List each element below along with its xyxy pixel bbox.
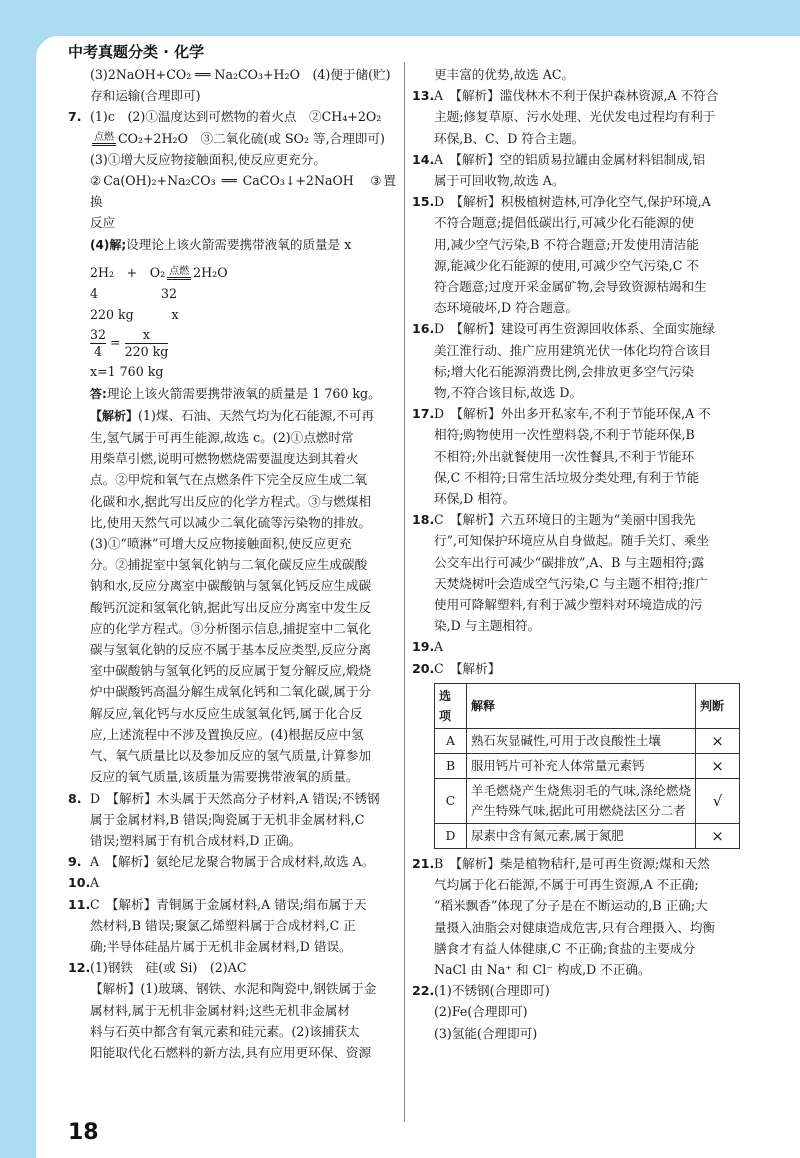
question-number: 15. [412,194,435,210]
q7-line: (1)c (2)①温度达到可燃物的着火点 ②CH₄+2O₂ [90,109,382,125]
answer-line: (2)Fe(合理即可) [434,1004,528,1020]
question-number: 13. [412,88,435,104]
question-19 [412,636,742,657]
answer-line: 环保,B、C、D 符合主题。 [434,130,585,146]
explanation-cell: 尿素中含有氮元素,属于氮肥 [467,823,696,848]
question-number: 11. [68,896,91,912]
fraction: $\frac{32}{4}$ [90,327,107,360]
q12-continued: 更丰富的优势,故选 AC。 [434,67,575,82]
analysis-line: 反应的氧气质量,该质量为需要携带液氧的质量。 [90,769,359,785]
proportion: $\frac{32}{4}$ = $\frac{x}{220 kg}$ [90,327,169,360]
question-9 [68,851,396,872]
answer-line: 主题;修复草原、污水处理、光伏发电过程均有利于 [434,109,716,125]
q7-line: 点燃 CO₂+2H₂O ③二氧化硫(或 SO₂ 等,合理即可) [94,130,385,146]
answer-line: C 【解析】青铜属于金属材料,A 错误;绢布属于天 [90,896,367,912]
answer-line: 天焚烧树叶会造成空气污染,C 与主题不相符;推广 [434,575,708,591]
analysis-line: 炉中碳酸钙高温分解生成氧化钙和二氧化碳,属于分 [90,684,372,700]
question-number: 9. [68,854,82,870]
answer-line: 保,C 不相符;日常生活垃圾分类处理,有利于节能 [434,469,700,485]
question-21 [412,853,742,980]
left-column [68,64,396,1063]
page-number: 18 [68,1120,99,1145]
analysis-line: 碳与氢氧化钠的反应不属于基本反应类型,反应分离 [90,642,372,658]
answer-line: 不符合题意;提倡低碳出行,可减少化石能源的使 [434,215,695,231]
answer-line: 属于金属材料,B 错误;陶瓷属于无机非金属材料,C [90,811,365,827]
question-number: 8. [68,790,82,806]
explanation-cell: 服用钙片可补充人体常量元素钙 [467,753,696,778]
analysis-line: (3)①“喷淋”可增大反应物接触面积,使反应更充 [90,536,352,552]
question-number: 21. [412,855,435,871]
answer-line: 公交车出行可减少“碳排放”,A、B 与主题相符;露 [434,554,705,570]
answer-line: NaCl 由 Na⁺ 和 Cl⁻ 构成,D 不正确。 [434,961,651,977]
answer-line: (1)钢铁 硅(或 Si) (2)AC [90,960,247,976]
answer-line: D 【解析】建设可再生资源回收体系、全面实施绿 [434,321,715,337]
solution-label: (4)解; [90,237,127,252]
judgement-cell: × [696,753,740,778]
table-header: 解释 [467,683,696,728]
explanation-cell: 熟石灰显碱性,可用于改良酸性土壤 [467,728,696,753]
question-number: 12. [68,960,91,976]
judgement-cell: × [696,728,740,753]
question-17 [412,403,742,509]
q6-line: (3)2NaOH+CO₂ ══ Na₂CO₃+H₂O (4)便于储(贮) [90,67,391,82]
answer-line: 确;半导体硅晶片属于无机非金属材料,D 错误。 [90,938,352,954]
answer-line: 用,减少空气污染,B 不符合题意;开发使用清洁能 [434,236,699,252]
reaction-condition: 点燃 [167,267,191,280]
q7-line: (4)解;设理论上该火箭需要携带液氧的质量是 x [90,236,352,252]
answer-line: 膳食才有益人体健康,C 不正确;食盐的主要成分 [434,940,696,956]
analysis-line: 比,使用天然气可以减少二氧化硫等污染物的排放。 [90,514,372,530]
question-number: 14. [412,151,435,167]
analysis-line: 应的化学方程式。③分析图示信息,捕捉室中二氧化 [90,620,372,636]
analysis: 【解析】(1)煤、石油、天然气均为化石能源,不可再 [90,407,374,423]
q7-line: ②Ca(OH)₂+Na₂CO₃ ══ CaCO₃↓+2NaOH ③置换 [90,173,396,210]
table-row [435,778,740,823]
answer-line: A [434,639,444,655]
table-row [435,753,740,778]
analysis-line: 气、氧气质量比以及参加反应的氢气质量,计算参加 [90,748,372,764]
table-header: 选项 [435,683,467,728]
option-cell: A [435,728,467,753]
question-number: 19. [412,639,435,655]
question-number: 20. [412,660,435,676]
answer-line: 不相符;外出就餐使用一次性餐具,不利于节能环 [434,448,695,464]
q6-line: 存和运输(合理即可) [90,88,201,104]
analysis-line: 点。②甲烷和氧气在点燃条件下完全反应生成二氧 [90,472,368,488]
analysis-line: 解反应,氧化钙与水反应生成氢氧化钙,属于化合反 [90,705,363,721]
reaction-condition: 点燃 [92,133,116,146]
right-column [412,64,742,1044]
question-16 [412,318,742,403]
question-12 [68,957,396,1063]
option-cell: B [435,753,467,778]
answer-line: 行”,可知保护环境应从自身做起。随手关灯、乘坐 [434,533,709,549]
answer-line: D 【解析】木头属于天然高分子材料,A 错误;不锈钢 [90,790,380,806]
analysis-tag: 【解析】 [90,408,139,423]
answer-line: A 【解析】氨纶尼龙聚合物属于合成材料,故选 A。 [90,854,375,870]
answer-line: 环保,D 相符。 [434,491,516,507]
answer-line: 属于可回收物,故选 A。 [434,173,565,189]
question-15 [412,191,742,318]
answer-line: 美江淮行动、推广应用建筑光伏一体化均符合该目 [434,342,712,358]
answer-line: 标;增大化石能源消费比例,会排放更多空气污染 [434,363,695,379]
answer-line: C 【解析】六五环境日的主题为“美丽中国我先 [434,512,696,528]
question-13 [412,85,742,149]
answer: 答:理论上该火箭需要携带液氧的质量是 1 760 kg。 [90,385,381,401]
answer-line: A 【解析】滥伐林木不利于保护森林资源,A 不符合 [434,88,719,104]
table-row [435,823,740,848]
answer-line: “稻米飘香”体现了分子是在不断运动的,B 正确;大 [434,898,708,914]
question-18 [412,509,742,636]
question-number: 22. [412,983,435,999]
equation: 2H₂ + O₂ 点燃 2H₂O [90,264,228,280]
answer-line: A 【解析】空的铝质易拉罐由金属材料铝制成,铝 [434,151,706,167]
page-header: 中考真题分类 · 化学 [68,43,205,61]
question-number: 7. [68,109,82,125]
table-row [435,728,740,753]
answer-line: A [90,875,100,891]
answer-line: (1)不锈钢(合理即可) [434,983,550,999]
answer-line: 【解析】(1)玻璃、钢铁、水泥和陶瓷中,钢铁属于金 [90,981,377,997]
question-number: 17. [412,406,435,422]
answer-line: B 【解析】柴是植物秸秆,是可再生资源;煤和天然 [434,855,710,871]
analysis-line: 应,上述流程中不涉及置换反应。(4)根据反应中氢 [90,726,364,742]
answer-line: 使用可降解塑料,有利于减少塑料对环境造成的污 [434,597,703,613]
question-8 [68,788,396,852]
answer-line: 源,能减少化石能源的使用,可减少空气污染,C 不 [434,257,699,273]
analysis-line: 用柴草引燃,说明可燃物燃烧需要温度达到其着火 [90,451,359,467]
answer-table [434,683,740,849]
answer-line: 料与石英中都含有氧元素和硅元素。(2)该捕获太 [90,1023,360,1039]
judgement-cell: √ [696,778,740,823]
column-divider [404,62,405,1122]
q7-line: (3)①增大反应物接触面积,使反应更充分。 [90,151,326,167]
question-number: 16. [412,321,435,337]
fraction: $\frac{x}{220 kg}$ [124,327,169,360]
result: x=1 760 kg [90,364,164,380]
answer-line: 属材料,属于无机非金属材料;这些无机非金属材 [90,1002,351,1018]
q7-line: 反应 [90,215,116,231]
question-20 [412,658,742,849]
analysis-line: 化碳和水,据此写出反应的化学方程式。③与燃煤相 [90,493,372,509]
analysis-line: 生,氢气属于可再生能源,故选 c。(2)①点燃时常 [90,430,354,446]
question-22 [412,980,742,1044]
answer-line: 染,D 与主题相符。 [434,618,541,634]
question-number: 10. [68,875,91,891]
mass-ratio: 4 32 [90,286,178,302]
table-header-row [435,683,740,728]
option-cell: D [435,823,467,848]
answer-line: 错误;塑料属于有机合成材料,D 正确。 [90,832,302,848]
answer-line: D 【解析】积极植树造林,可净化空气,保护环境,A [434,194,711,210]
option-cell: C [435,778,467,823]
answer-line: (3)氢能(合理即可) [434,1025,538,1041]
question-7 [68,106,396,787]
question-11 [68,894,396,958]
analysis-line: 室中碳酸钠与氢氧化钙的反应属于复分解反应,煅烧 [90,663,372,679]
answer-line: 物,不符合该目标,故选 D。 [434,385,583,401]
question-10 [68,872,396,893]
analysis-line: 酸钙沉淀和氢氧化钠,据此写出反应分离室中发生反 [90,599,372,615]
table-header: 判断 [696,683,740,728]
answer-line: 气均属于化石能源,不属于可再生资源,A 不正确; [434,877,699,893]
answer-line: 然材料,B 错误;聚氯乙烯塑料属于合成材料,C 正 [90,917,356,933]
answer-line: 态环境破坏,D 符合题意。 [434,300,579,316]
question-14 [412,149,742,191]
answer-line: C 【解析】 [434,660,501,676]
answer-line: D 【解析】外出多开私家车,不利于节能环保,A 不 [434,406,711,422]
analysis-line: 分。②捕捉室中氢氧化钠与二氧化碳反应生成碳酸 [90,557,368,573]
answer-line: 阳能取代化石燃料的新方法,具有应用更环保、资源 [90,1044,372,1060]
question-number: 18. [412,512,435,528]
answer-line: 量摄入油脂会对健康造成危害,只有合理摄入、均衡 [434,919,716,935]
answer-line: 相符;购物使用一次性塑料袋,不利于节能环保,B [434,427,695,443]
mass-values: 220 kg x [90,307,179,323]
analysis-line: 钠和水,反应分离室中碳酸钠与氢氧化钙反应生成碳 [90,578,372,594]
explanation-cell: 羊毛燃烧产生烧焦羽毛的气味,涤纶燃烧产生特殊气味,据此可用燃烧法区分二者 [467,778,696,823]
answer-line: 符合题意;过度开采金属矿物,会导致资源枯竭和生 [434,279,707,295]
judgement-cell: × [696,823,740,848]
